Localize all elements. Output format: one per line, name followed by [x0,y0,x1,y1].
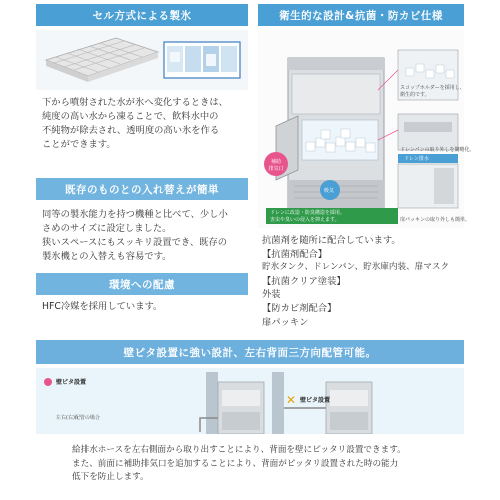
cell-description: 下から噴射された水が氷へ変化するときは、 純度の高い水から凍ることで、飲料水中の 不純物が除去され、透明度の高い氷を作る ことができます。 [42,97,228,150]
heading-hygiene: 衛生的な設計&抗菌・防カビ仕様 [258,4,464,26]
hygiene-list: 抗菌剤を随所に配合しています。 【抗菌剤配合】 貯氷タンク、ドレンパン、貯氷庫内装、扉マスク 【抗菌クリア塗装】 外装 【防カビ剤配合】 扉パッキン [262,235,450,328]
label-good-sub: 左右(右)配管の場合 [56,415,100,421]
callout-drain: ドレンに改造・防臭構造を採用。 害虫や臭いの侵入を抑えます。 [270,210,345,223]
label-good-install: 壁ピタ設置 [56,379,87,386]
callout-packing: 扉パッキンの取り外しも簡単。 [400,217,470,223]
eco-description: HFC冷媒を採用しています。 [42,301,163,312]
heading-cell-ice: セル方式による製氷 [36,4,248,26]
ice-machine-illustration [258,30,464,228]
heading-easy-replacement: 既存のものとの入れ替えが簡単 [36,178,248,200]
label-bad-install: 壁ピタ設置 [300,397,331,404]
badge-intake: 吸気 [324,188,335,194]
callout-drainpan: ドレンパンの取り外しを簡略化。 [400,147,475,153]
badge-exhaust: 補助 排気口 [268,159,284,172]
side-tag-drain: ドレン排水 [404,156,429,162]
heading-environment: 環境への配慮 [36,273,248,295]
replace-description: 同等の製氷能力を持つ機種と比べて、少し小 さめのサイズに設定しました。 狭いスペースにもスッキリ設置でき、既存の 製氷機との入替えも容易です。 [42,209,228,262]
wall-install-illustration [36,368,464,434]
ice-tray-illustration [36,30,248,90]
heading-wall-install: 壁ピタ設置に強い設計、左右背面三方向配管可能。 [36,340,464,364]
svg-text:✕: ✕ [286,393,297,407]
callout-scoop: スコップホルダーを採用し、 衛生的です。 [400,85,465,98]
install-description: 給排水ホースを左右側面から取り出すことにより、背面を壁にピッタリ設置できます。 また、前面に補助排気口を追加することにより、背面がピッタリ設置された時の能力 低下を防止します。 [72,445,406,482]
